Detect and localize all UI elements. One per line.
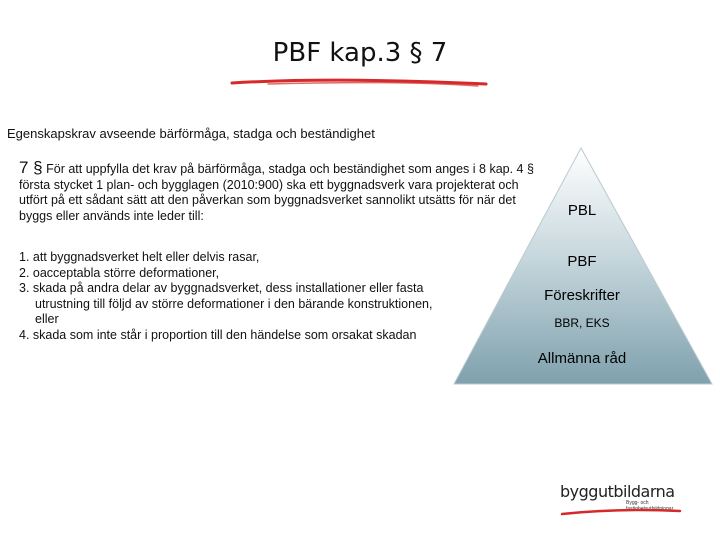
logo-swoosh-icon [560,506,684,518]
list-item: 4. skada som inte står i proportion till den händelse som orsakat skadan [19,327,417,342]
list-item: 2. oacceptabla större deformationer, [19,265,220,280]
title-underline [228,74,490,92]
logo-tagline: Bygg- och fastighetsutbildningar [626,500,674,512]
pyramid-level-pbl: PBL [567,202,597,219]
pyramid-level-bbr-eks: BBR, EKS [554,316,610,330]
paragraph-text: För att uppfylla det krav på bärförmåga, stadga och beständighet som anges i 8 kap. 4 § första stycket 1 plan- och bygglagen (2010:900) ska ett byggnadsverk vara projekterat och utfört på ett sådant sätt att den påverkan som byggnadsverket sannolikt utsätts för när det byggs eller används inte leder till: [19,162,534,223]
byggutbildarna-logo [560,482,684,518]
logo-text: byggutbildarna [560,482,675,501]
slide-title: PBF kap.3 § 7 [272,38,448,68]
pyramid-level-foreskrifter: Föreskrifter [544,287,620,304]
list-item: 3. skada på andra delar av byggnadsverket, dess installationer eller fasta utrustning till följd av större deformationer i den bärande konstruktionen, eller [19,281,433,326]
pyramid-level-pbf: PBF [567,253,597,270]
list-item: 1. att byggnadsverket helt eller delvis rasar, [19,250,260,264]
slide-subtitle: Egenskapskrav avseende bärförmåga, stadga och beständighet [7,126,375,141]
requirement-list [19,250,439,343]
pyramid-level-allmanna-rad: Allmänna råd [537,350,627,367]
paragraph-number: 7 § [19,158,43,177]
